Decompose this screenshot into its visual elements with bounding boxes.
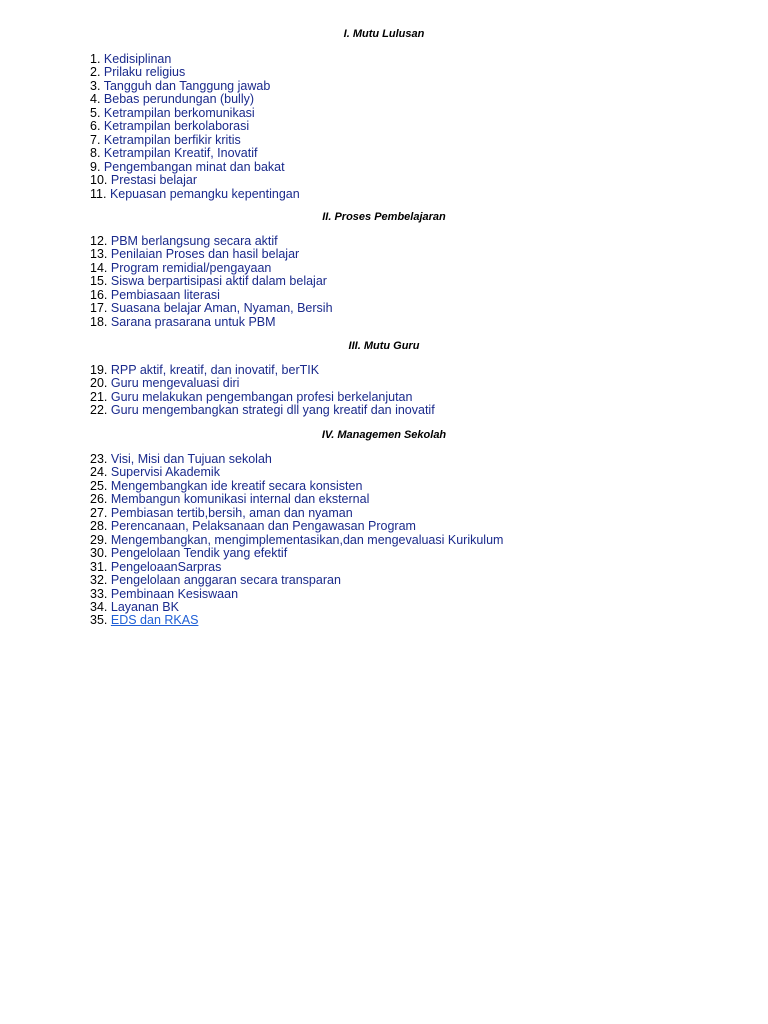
list-item: 25. Mengembangkan ide kreatif secara konsisten (90, 478, 363, 493)
list-item: 31. PengeloaanSarpras (90, 559, 222, 574)
section-heading: III. Mutu Guru (348, 340, 420, 352)
eds-rkas-link[interactable]: EDS dan RKAS (110, 613, 199, 628)
list-item: 27. Pembiasan tertib,bersih, aman dan nyaman (90, 505, 353, 520)
list-item: 18. Sarana prasarana untuk PBM (90, 314, 276, 329)
list-item: 23. Visi, Misi dan Tujuan sekolah (90, 452, 272, 466)
list-item: 3. Tangguh dan Tanggung jawab (90, 78, 271, 93)
list-item: 26. Membangun komunikasi internal dan eksternal (90, 492, 370, 507)
list-item: 20. Guru mengevaluasi diri (90, 376, 240, 391)
list-item: 8. Ketrampilan Kreatif, Inovatif (90, 146, 258, 161)
section-proses-pembelajaran (0, 210, 768, 329)
list-item: 28. Perencanaan, Pelaksanaan dan Pengawasan Program (90, 519, 416, 534)
list-item: 21. Guru melakukan pengembangan profesi berkelanjutan (90, 389, 413, 404)
list-item: 17. Suasana belajar Aman, Nyaman, Bersih (90, 301, 333, 316)
section-mutu-guru (0, 339, 768, 418)
list-item: 34. Layanan BK (90, 599, 179, 614)
section-heading: I. Mutu Lulusan (343, 28, 425, 40)
section-list (0, 364, 768, 418)
list-item: 35. EDS dan RKAS (90, 613, 199, 628)
section-heading: IV. Managemen Sekolah (321, 429, 447, 441)
list-item: 12. PBM berlangsung secara aktif (90, 234, 278, 248)
list-item: 11. Kepuasan pemangku kepentingan (90, 186, 300, 201)
list-item: 5. Ketrampilan berkomunikasi (90, 105, 255, 120)
list-item: 19. RPP aktif, kreatif, dan inovatif, berTIK (90, 363, 320, 377)
list-item: 1. Kedisiplinan (90, 52, 172, 66)
section-list (0, 235, 768, 329)
list-item: 30. Pengelolaan Tendik yang efektif (90, 546, 288, 561)
list-item: 15. Siswa berpartisipasi aktif dalam belajar (90, 274, 327, 289)
list-item: 4. Bebas perundungan (bully) (90, 92, 255, 107)
section-heading: II. Proses Pembelajaran (322, 211, 446, 223)
section-list (0, 453, 768, 628)
list-item: 33. Pembinaan Kesiswaan (90, 586, 239, 601)
section-list (0, 53, 768, 201)
list-item: 2. Prilaku religius (90, 65, 186, 80)
section-managemen-sekolah (0, 428, 768, 628)
list-item: 7. Ketrampilan berfikir kritis (90, 132, 241, 147)
section-mutu-lulusan (0, 27, 768, 201)
list-item: 6. Ketrampilan berkolaborasi (90, 119, 250, 134)
list-item: 13. Penilaian Proses dan hasil belajar (90, 247, 300, 262)
list-item: 9. Pengembangan minat dan bakat (90, 159, 285, 174)
list-item: 29. Mengembangkan, mengimplementasikan,dan mengevaluasi Kurikulum (90, 532, 504, 547)
list-item: 14. Program remidial/pengayaan (90, 260, 272, 275)
list-item: 22. Guru mengembangkan strategi dll yang kreatif dan inovatif (90, 403, 435, 418)
list-item: 24. Supervisi Akademik (90, 465, 220, 480)
list-item: 32. Pengelolaan anggaran secara transparan (90, 573, 341, 588)
list-item: 10. Prestasi belajar (90, 173, 198, 188)
list-item: 16. Pembiasaan literasi (90, 287, 220, 302)
